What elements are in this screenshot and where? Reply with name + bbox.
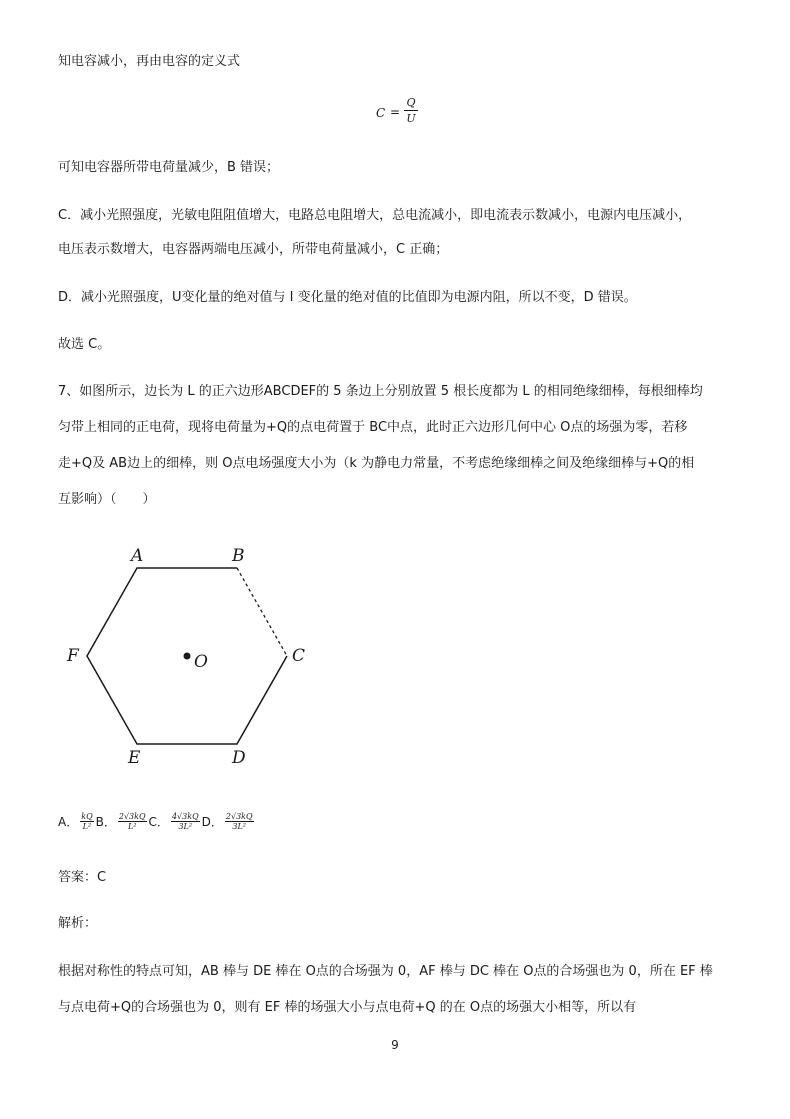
page-number: 9 [391, 1038, 399, 1052]
option-b-denominator: L² [127, 822, 137, 831]
center-label-o: O [194, 652, 208, 672]
answer-options [58, 812, 256, 842]
option-c-numerator: 4√3kQ [171, 812, 199, 821]
formula-lhs: C [376, 106, 386, 120]
formula-denominator: U [406, 112, 416, 125]
vertex-label-f: F [67, 646, 79, 666]
analysis-line-1: 根据对称性的特点可知，AB 棒与 DE 棒在 O点的合场强为 0，AF 棒与 DC 棒在 O点的合场强也为 0，所在 EF 棒 [58, 964, 713, 979]
formula-equals: = [390, 105, 401, 119]
vertex-label-b: B [232, 546, 245, 566]
text-line-6: 故选 C。 [58, 337, 111, 352]
option-b-fraction [118, 812, 147, 831]
vertex-label-c: C [292, 646, 306, 666]
option-a[interactable] [58, 812, 96, 831]
option-d-fraction [225, 812, 254, 831]
option-c[interactable] [149, 812, 202, 831]
formula-numerator: Q [406, 96, 416, 109]
vertex-label-d: D [232, 748, 246, 768]
formula-fraction [404, 96, 418, 125]
option-b-label: B． [95, 815, 116, 829]
hexagon-dashed-side-bc [237, 568, 287, 656]
hexagon-figure [60, 540, 320, 784]
option-a-denominator: L² [82, 822, 92, 831]
question-7-line-1: 7、如图所示，边长为 L 的正六边形ABCDEF的 5 条边上分别放置 5 根长度都为 L 的相同绝缘细棒，每根细棒均 [58, 384, 703, 399]
analysis-heading: 解析： [58, 916, 98, 931]
vertex-label-a: A [131, 546, 144, 566]
fraction-bar [404, 110, 418, 111]
analysis-line-2: 与点电荷+Q的合场强也为 0，则有 EF 棒的场强大小与点电荷+Q 的在 O点的场强大小相等，所以有 [58, 1000, 637, 1015]
option-b[interactable] [96, 812, 149, 831]
capacitance-formula [372, 96, 432, 136]
center-point [184, 653, 191, 660]
option-a-numerator: kQ [81, 812, 93, 821]
option-d-denominator: 3L² [232, 822, 247, 831]
option-c-denominator: 3L² [178, 822, 193, 831]
vertex-label-e: E [128, 748, 141, 768]
option-a-label: A． [58, 815, 79, 829]
option-c-label: C． [148, 815, 169, 829]
text-line-4: 电压表示数增大，电容器两端电压减小，所带电荷量减小，C 正确； [58, 242, 449, 257]
text-line-3: C．减小光照强度，光敏电阻阻值增大，电路总电阻增大，总电流减小，即电流表示数减小，电源内电压减小， [58, 208, 692, 223]
answer-line: 答案：C [58, 870, 107, 885]
question-7-line-3: 走+Q及 AB边上的细棒，则 O点电场强度大小为（k 为静电力常量，不考虑绝缘细棒之间及绝缘细棒与+Q的相 [58, 456, 695, 471]
text-line-2: 可知电容器所带电荷量减少，B 错误； [58, 160, 280, 175]
text-line-5: D．减小光照强度，U变化量的绝对值与 I 变化量的绝对值的比值即为电源内阻，所以不变，D 错误。 [58, 290, 637, 305]
option-c-fraction [171, 812, 200, 831]
option-b-numerator: 2√3kQ [118, 812, 146, 821]
text-line-1: 知电容减小，再由电容的定义式 [58, 54, 241, 69]
option-a-fraction [80, 812, 93, 831]
option-d-label: D． [201, 815, 223, 829]
option-d-numerator: 2√3kQ [225, 812, 253, 821]
option-d[interactable] [202, 812, 256, 831]
question-7-line-2: 匀带上相同的正电荷，现将电荷量为+Q的点电荷置于 BC中点，此时正六边形几何中心 O点的场强为零，若移 [58, 420, 688, 435]
question-7-line-4: 互影响）（ ） [58, 492, 156, 507]
